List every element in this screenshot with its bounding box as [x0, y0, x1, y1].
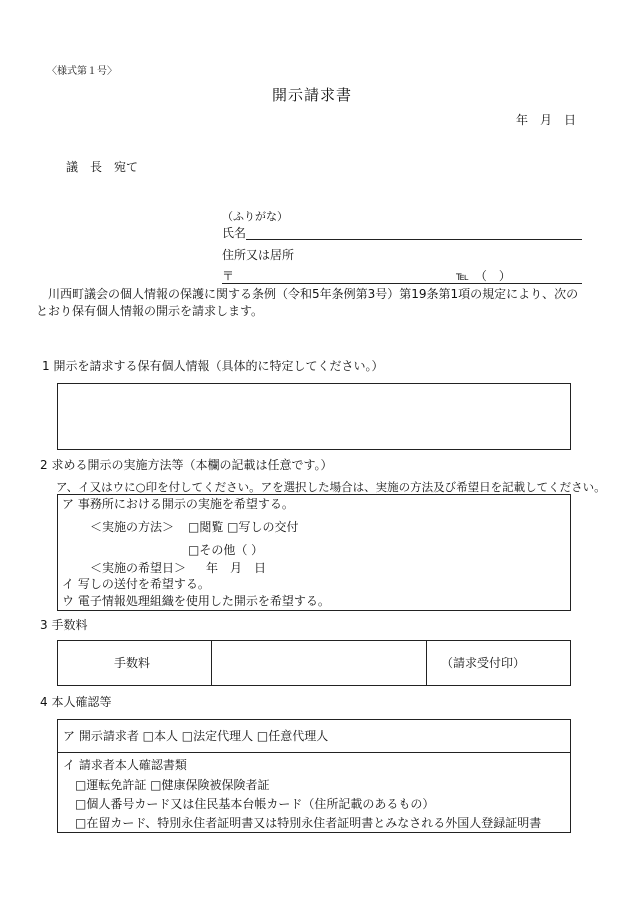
method-label: ＜実施の方法＞	[90, 520, 175, 534]
date-label: 年 月 日	[516, 113, 577, 127]
section1-heading: 1 開示を請求する保有個人情報（具体的に特定してください。）	[42, 359, 384, 373]
section2-instruction: ア、イ又はウに○印を付してください。アを選択した場合は、実施の方法及び希望日を記載してください。	[56, 480, 606, 494]
id-doc-line3[interactable]: □在留カード、特別永住者証明書又は特別永住者証明書とみなされる外国人登録証明書	[75, 816, 542, 830]
section3-heading: 3 手数料	[40, 618, 88, 632]
identity-row-divider	[57, 752, 571, 753]
method-other[interactable]: □その他（ ）	[188, 543, 264, 557]
name-underline	[246, 239, 582, 240]
id-docs-heading: イ 請求者本人確認書類	[63, 758, 187, 772]
address-label: 住所又は居所	[222, 248, 295, 262]
addressee: 議 長 宛て	[66, 160, 139, 174]
fee-divider-2	[426, 640, 427, 686]
option-i[interactable]: イ 写しの送付を希望する。	[62, 577, 210, 591]
furigana-label: （ふりがな）	[222, 210, 288, 223]
method-options[interactable]: □閲覧 □写しの交付	[188, 520, 299, 534]
form-number: 〈様式第１号〉	[47, 66, 117, 77]
requested-info-box[interactable]	[57, 383, 571, 450]
section4-heading: 4 本人確認等	[40, 695, 112, 709]
date-wish-value[interactable]: 年 月 日	[206, 561, 267, 575]
receipt-stamp-label: （請求受付印）	[441, 656, 526, 670]
form-title: 開示請求書	[272, 86, 353, 104]
address-underline	[222, 283, 582, 284]
id-doc-line2[interactable]: □個人番号カード又は住民基本台帳カード（住所記載のあるもの）	[75, 797, 435, 811]
date-wish-label: ＜実施の希望日＞	[90, 561, 187, 575]
fee-divider-1	[211, 640, 212, 686]
fee-label: 手数料	[114, 656, 151, 670]
name-label: 氏名	[222, 226, 247, 240]
section2-heading: 2 求める開示の実施方法等（本欄の記載は任意です。）	[40, 458, 333, 472]
id-doc-line1[interactable]: □運転免許証 □健康保険被保険者証	[75, 778, 270, 792]
option-a[interactable]: ア 事務所における開示の実施を希望する。	[62, 497, 294, 511]
tel-label: ℡ （ ）	[456, 269, 511, 283]
intro-text: 川西町議会の個人情報の保護に関する条例（令和5年条例第3号）第19条第1項の規定により、次のとおり保有個人情報の開示を請求します。	[36, 287, 579, 318]
requester-row[interactable]: ア 開示請求者 □本人 □法定代理人 □任意代理人	[63, 729, 329, 743]
postal-mark: 〒	[222, 269, 235, 283]
option-u[interactable]: ウ 電子情報処理組織を使用した開示を希望する。	[62, 594, 330, 608]
